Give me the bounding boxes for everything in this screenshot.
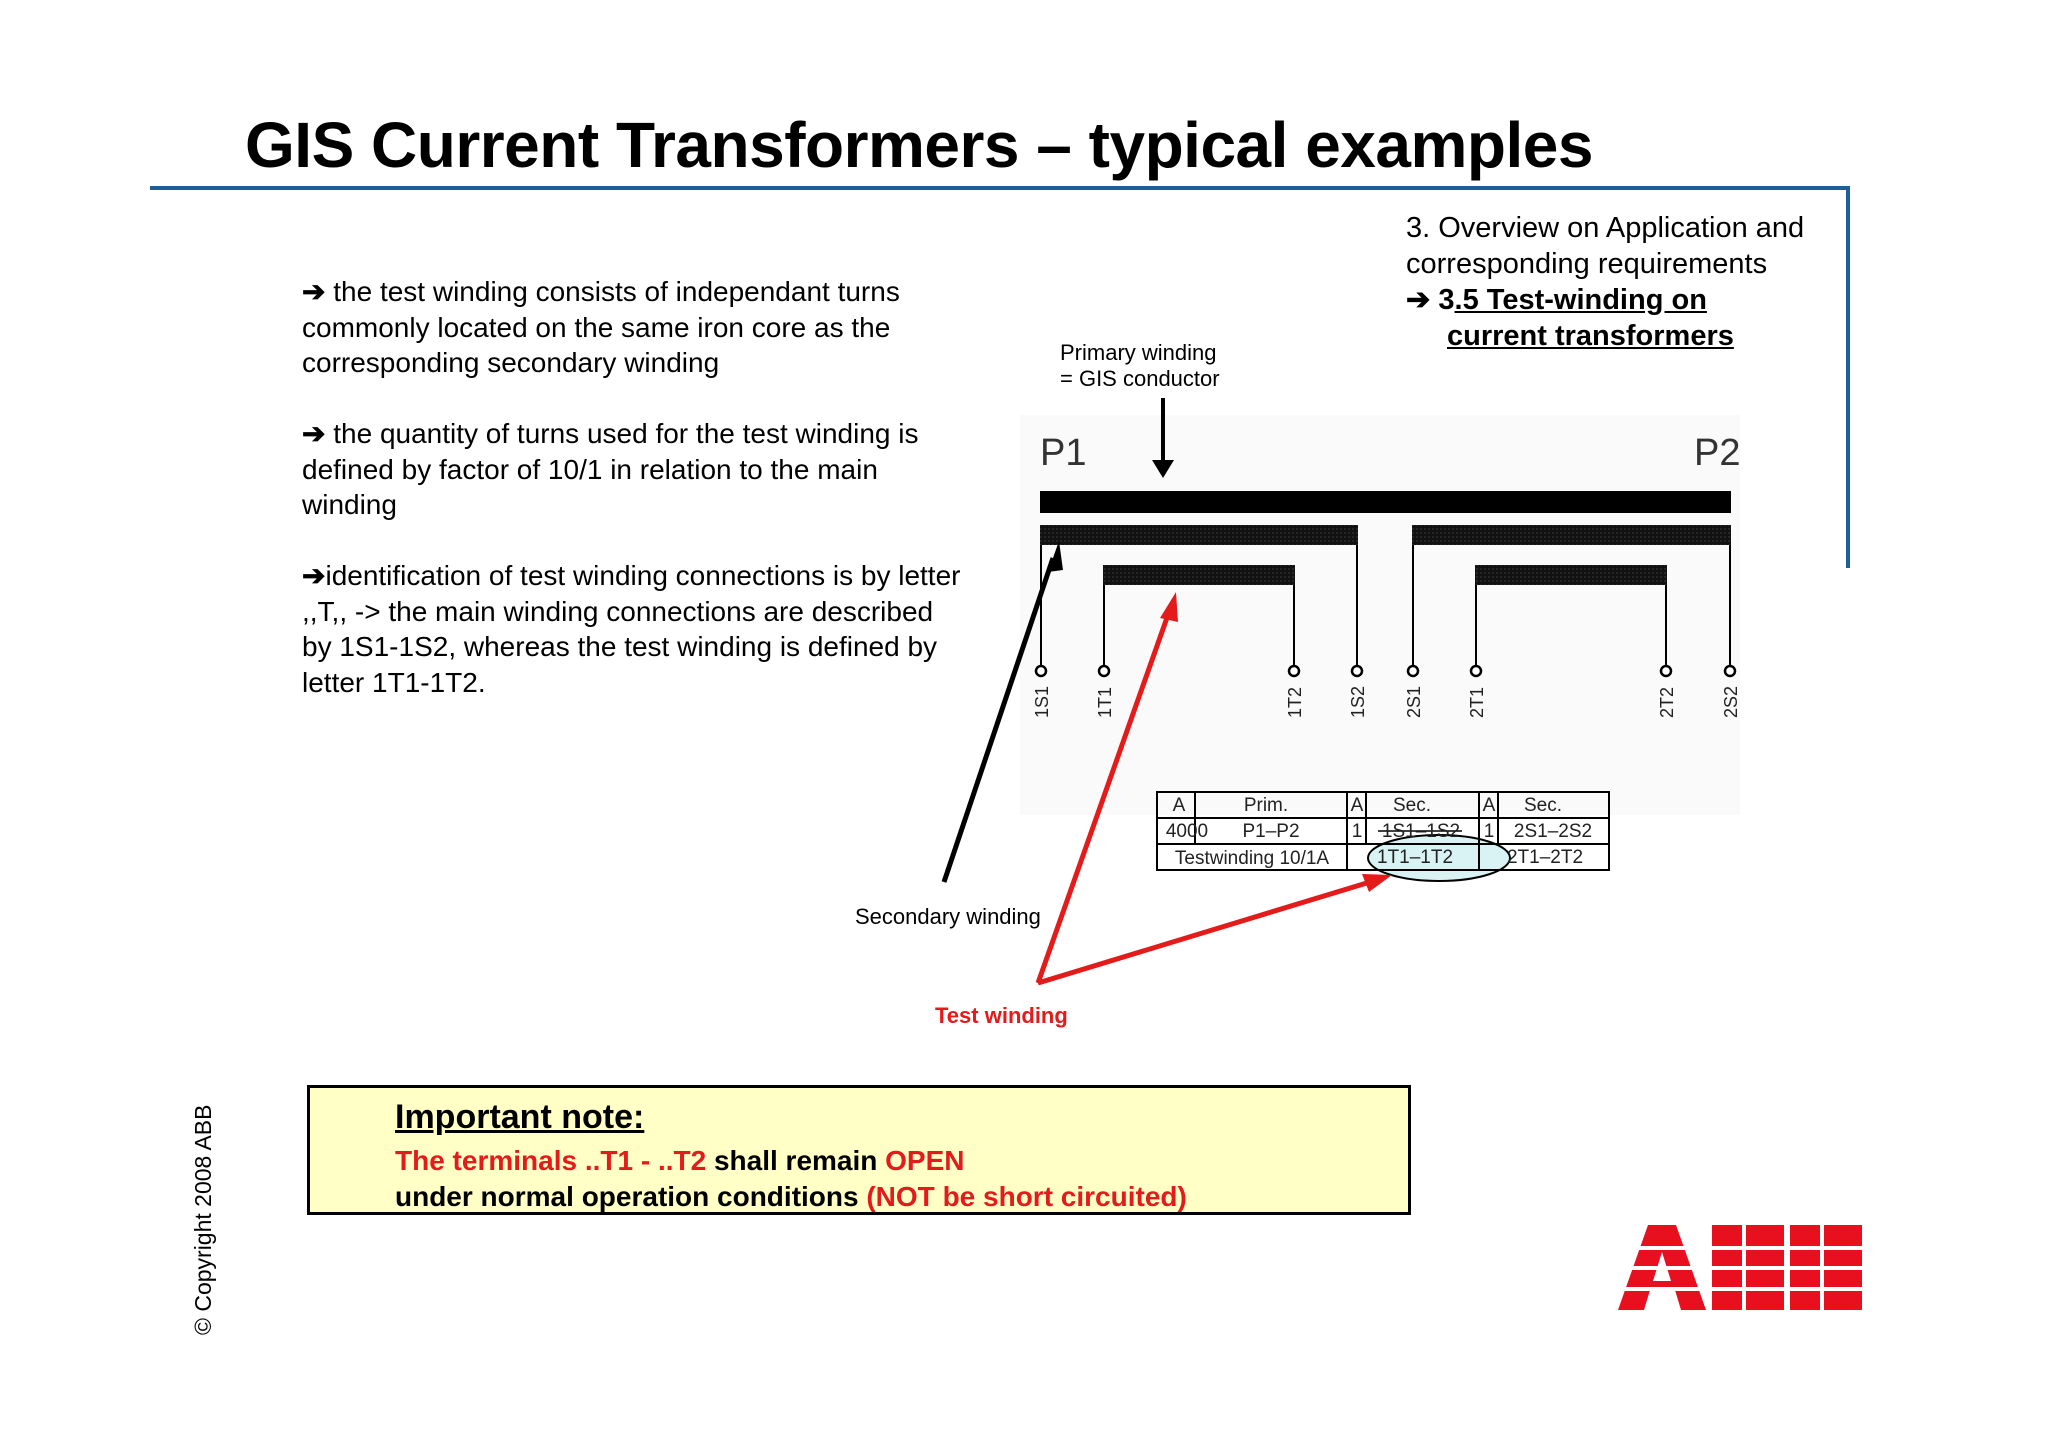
test-winding-label: Test winding [935, 1003, 1068, 1028]
note-short-circuit-text: (NOT be short circuited) [866, 1181, 1187, 1212]
terminal-2s1: 2S1 [1404, 685, 1424, 718]
terminal-1s2: 1S2 [1348, 685, 1368, 718]
test-winding-1 [1103, 565, 1295, 585]
table-h-sec2: Sec. [1523, 795, 1563, 816]
copyright-text: © Copyright 2008 ABB [190, 1104, 216, 1335]
table-r1-a3: 1 [1483, 821, 1495, 842]
p2-label: P2 [1694, 432, 1741, 474]
bullet-text: the quantity of turns used for the test winding is defined by factor of 10/1 in relation to the main winding [302, 418, 919, 520]
subsection-title-2: current transformers [1447, 320, 1734, 352]
table-r1-a: 4000 [1165, 821, 1209, 842]
page-title: GIS Current Transformers – typical examples [245, 109, 1593, 181]
terminal-2s2: 2S2 [1721, 685, 1741, 718]
table-r2-label: Testwinding 10/1A [1174, 848, 1330, 869]
terminal-1t1: 1T1 [1095, 686, 1115, 718]
test-winding-2 [1475, 565, 1667, 585]
important-note-box [307, 1085, 1411, 1215]
table-r1-sec1: 1S1–1S2 [1381, 821, 1461, 842]
p1-label: P1 [1040, 432, 1087, 474]
table-h-a2: A [1350, 795, 1364, 816]
arrow-icon: ➔ [302, 418, 326, 449]
table-h-a3: A [1482, 795, 1496, 816]
section-line-2: corresponding requirements [1406, 248, 1768, 280]
primary-winding-label-2: = GIS conductor [1060, 366, 1220, 391]
test-arrow-2-shaft [1038, 882, 1370, 983]
note-line-1 [395, 1145, 965, 1177]
logo-text: ABB [1618, 1340, 1621, 1341]
bullet-text: identification of test winding connections is by letter ,,T,, -> the main winding connections are described by 1S1-1S2, whereas the test winding is defined by letter 1T1-1T2. [302, 560, 961, 698]
note-title: Important note: [395, 1098, 645, 1136]
terminal-2t1: 2T1 [1467, 686, 1487, 718]
table-r1-sec2: 2S1–2S2 [1513, 821, 1593, 842]
test-arrow-2-head [1362, 874, 1392, 892]
arrow-icon: ➔ [302, 560, 326, 591]
section-line-1: 3. Overview on Application and [1406, 212, 1805, 244]
table-r1-prim: P1–P2 [1242, 821, 1300, 842]
note-line-2 [395, 1181, 1187, 1213]
secondary-winding-2 [1412, 525, 1731, 545]
arrow-icon: ➔ [1406, 284, 1431, 316]
table-h-prim: Prim. [1243, 795, 1289, 816]
primary-winding-label: Primary winding [1060, 340, 1217, 365]
terminal-1t2: 1T2 [1285, 686, 1305, 718]
note-terminals-text: The terminals ..T1 - ..T2 [395, 1145, 714, 1176]
subsection-number: 3 [1438, 284, 1455, 316]
subsection-title-1: .5 Test-winding on [1454, 284, 1707, 316]
primary-conductor [1040, 491, 1731, 513]
note-conditions-text: under normal operation conditions [395, 1181, 867, 1212]
note-remain-text: shall remain [713, 1145, 886, 1176]
terminal-2t2: 2T2 [1657, 686, 1677, 718]
terminal-1s1: 1S1 [1032, 685, 1052, 718]
secondary-winding-label: Secondary winding [855, 904, 1041, 929]
drawing-backdrop [1020, 415, 1740, 815]
table-h-sec1: Sec. [1392, 795, 1432, 816]
secondary-winding-1 [1040, 525, 1358, 545]
note-open-text: OPEN [885, 1145, 965, 1176]
bullet-text: the test winding consists of independant turns commonly located on the same iron core as the corresponding secondary winding [302, 276, 900, 378]
table-r1-a2: 1 [1351, 821, 1363, 842]
arrow-icon: ➔ [302, 276, 326, 307]
table-r2-test2: 2T1–2T2 [1506, 847, 1584, 868]
table-h-a1: A [1172, 795, 1186, 816]
table-r2-test1: 1T1–1T2 [1376, 847, 1454, 868]
